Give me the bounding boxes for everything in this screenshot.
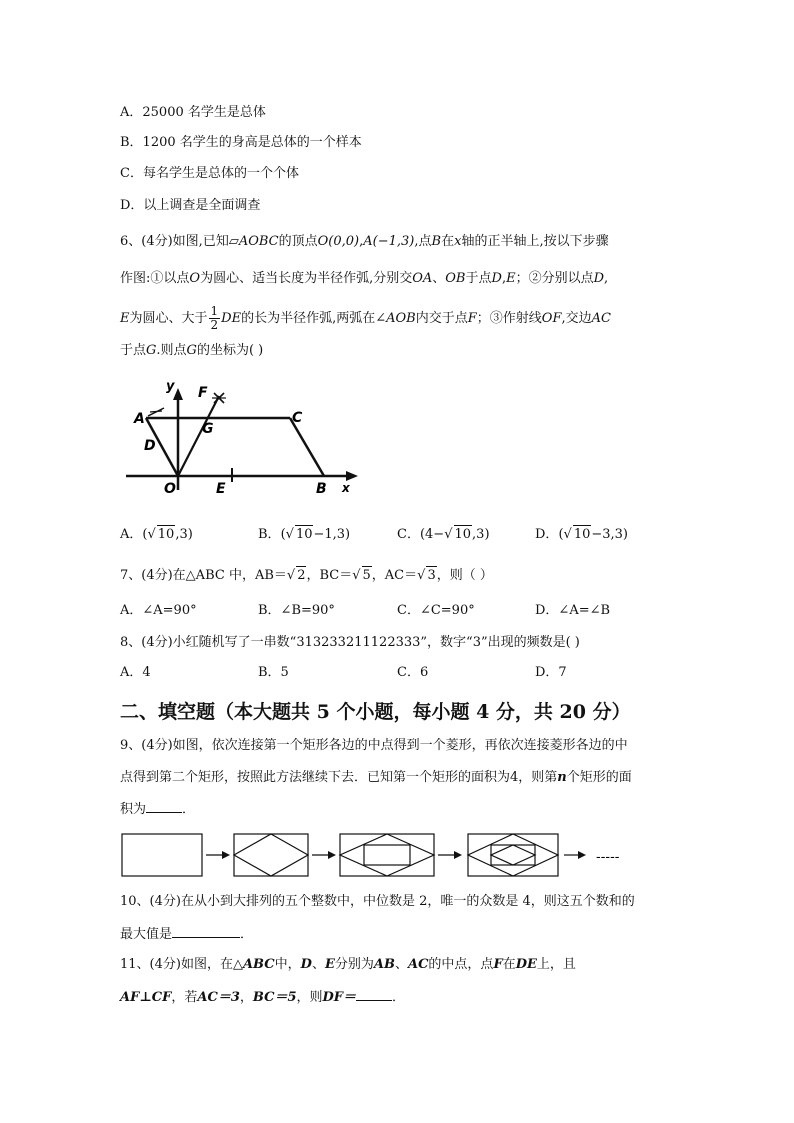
q5-option-b: B．1200 名学生的身高是总体的一个样本 <box>120 135 362 150</box>
q6-option-b: B．(√ 10−1,3) <box>258 527 351 542</box>
q6-option-d: D．(√ 10−3,3) <box>535 527 628 542</box>
q8-option-c: C．6 <box>397 665 429 680</box>
q11-line-1: 11、(4分)如图，在△ABC中，D、E分别为AB、AC的中点，点F在DE上，且 <box>120 957 576 972</box>
rect-2 <box>234 834 308 876</box>
q6-option-c: C．(4−√ 10,3) <box>397 527 490 542</box>
section-2-title: 二、填空题（本大题共 5 个小题，每小题 4 分，共 20 分） <box>120 701 631 723</box>
q8-stem: 8、(4分)小红随机写了一串数“313233211122333”，数字“3”出现的频数是( ) <box>120 635 580 650</box>
rhombus-3 <box>340 834 434 876</box>
label-e: E <box>216 481 226 497</box>
answer-blank <box>172 937 240 938</box>
q8-option-a: A．4 <box>120 665 151 680</box>
label-a: A <box>134 411 145 427</box>
q7-option-d: D．∠A=∠B <box>535 603 611 618</box>
answer-blank <box>146 812 182 813</box>
q8-option-d: D．7 <box>535 665 567 680</box>
x-axis-arrow <box>346 471 358 481</box>
arrow-2-head <box>328 851 336 859</box>
q9-line-2: 点得到第二个矩形，按照此方法继续下去．已知第一个矩形的面积为4，则第n个矩形的面 <box>120 770 632 785</box>
fraction-one-half: $\frac{1}{2}$ <box>210 304 219 332</box>
q7-option-a: A．∠A=90° <box>120 603 197 618</box>
q11-line-2: AF⊥CF，若AC＝3，BC＝5，则DF＝ ． <box>120 990 406 1005</box>
q10-line-2: 最大值是 ． <box>120 927 254 942</box>
label-y: y <box>166 379 175 394</box>
rhombus-4 <box>468 834 558 876</box>
q7-stem: 7、(4分)在△ABC 中，AB＝√ 2，BC＝√ 5，AC＝√ 3，则（ ） <box>120 568 493 583</box>
rect-3-inner <box>364 845 410 865</box>
rhombus-4-inner <box>491 845 535 865</box>
label-d: D <box>144 438 156 454</box>
arrow-3-head <box>454 851 462 859</box>
arc-mark-d2 <box>150 411 162 412</box>
q9-figure <box>120 832 640 880</box>
q5-option-d: D．以上调查是全面调查 <box>120 198 261 213</box>
label-g: G <box>202 421 214 437</box>
q6-line-2: 作图:①以点O为圆心、适当长度为半径作弧,分别交OA、OB于点D,E；②分别以点D, <box>120 271 609 286</box>
rect-4-inner <box>491 845 535 865</box>
q9-line-3: 积为 ． <box>120 802 196 817</box>
label-o: O <box>164 481 176 497</box>
side-cb <box>290 418 324 476</box>
q6-line-4: 于点G.则点G的坐标为( ) <box>120 343 264 358</box>
arrow-1-head <box>222 851 230 859</box>
y-axis-arrow <box>173 388 183 400</box>
q6-line-1: 6、(4分)如图,已知▱AOBC的顶点O(0,0),A(−1,3),点B在x轴的正半轴上,按以下步骤 <box>120 234 609 249</box>
rhombus-2 <box>234 834 308 876</box>
label-c: C <box>292 410 303 426</box>
answer-blank <box>356 1000 392 1001</box>
label-x: x <box>342 481 350 495</box>
q7-option-b: B．∠B=90° <box>258 603 335 618</box>
rect-3 <box>340 834 434 876</box>
q5-option-c: C．每名学生是总体的一个个体 <box>120 166 299 181</box>
continuation-dashes: ----- <box>596 850 620 865</box>
arrow-4-head <box>578 851 586 859</box>
q9-line-1: 9、(4分)如图，依次连接第一个矩形各边的中点得到一个菱形，再依次连接菱形各边的中 <box>120 738 628 753</box>
q5-option-a: A．25000 名学生是总体 <box>120 105 266 120</box>
q6-line-3: E为圆心、大于 $\frac{1}{2}$ DE的长为半径作弧,两弧在∠AOB内交于点F；③作射线OF,交边AC <box>120 304 611 332</box>
label-b: B <box>316 481 327 497</box>
rect-1 <box>122 834 202 876</box>
q6-figure <box>120 378 370 500</box>
q10-line-1: 10、(4分)在从小到大排列的五个整数中，中位数是 2，唯一的众数是 4，则这五个数和的 <box>120 894 635 909</box>
q8-option-b: B．5 <box>258 665 289 680</box>
rect-4 <box>468 834 558 876</box>
q7-option-c: C．∠C=90° <box>397 603 475 618</box>
q6-option-a: A．(√ 10,3) <box>120 527 193 542</box>
label-f: F <box>198 385 208 401</box>
